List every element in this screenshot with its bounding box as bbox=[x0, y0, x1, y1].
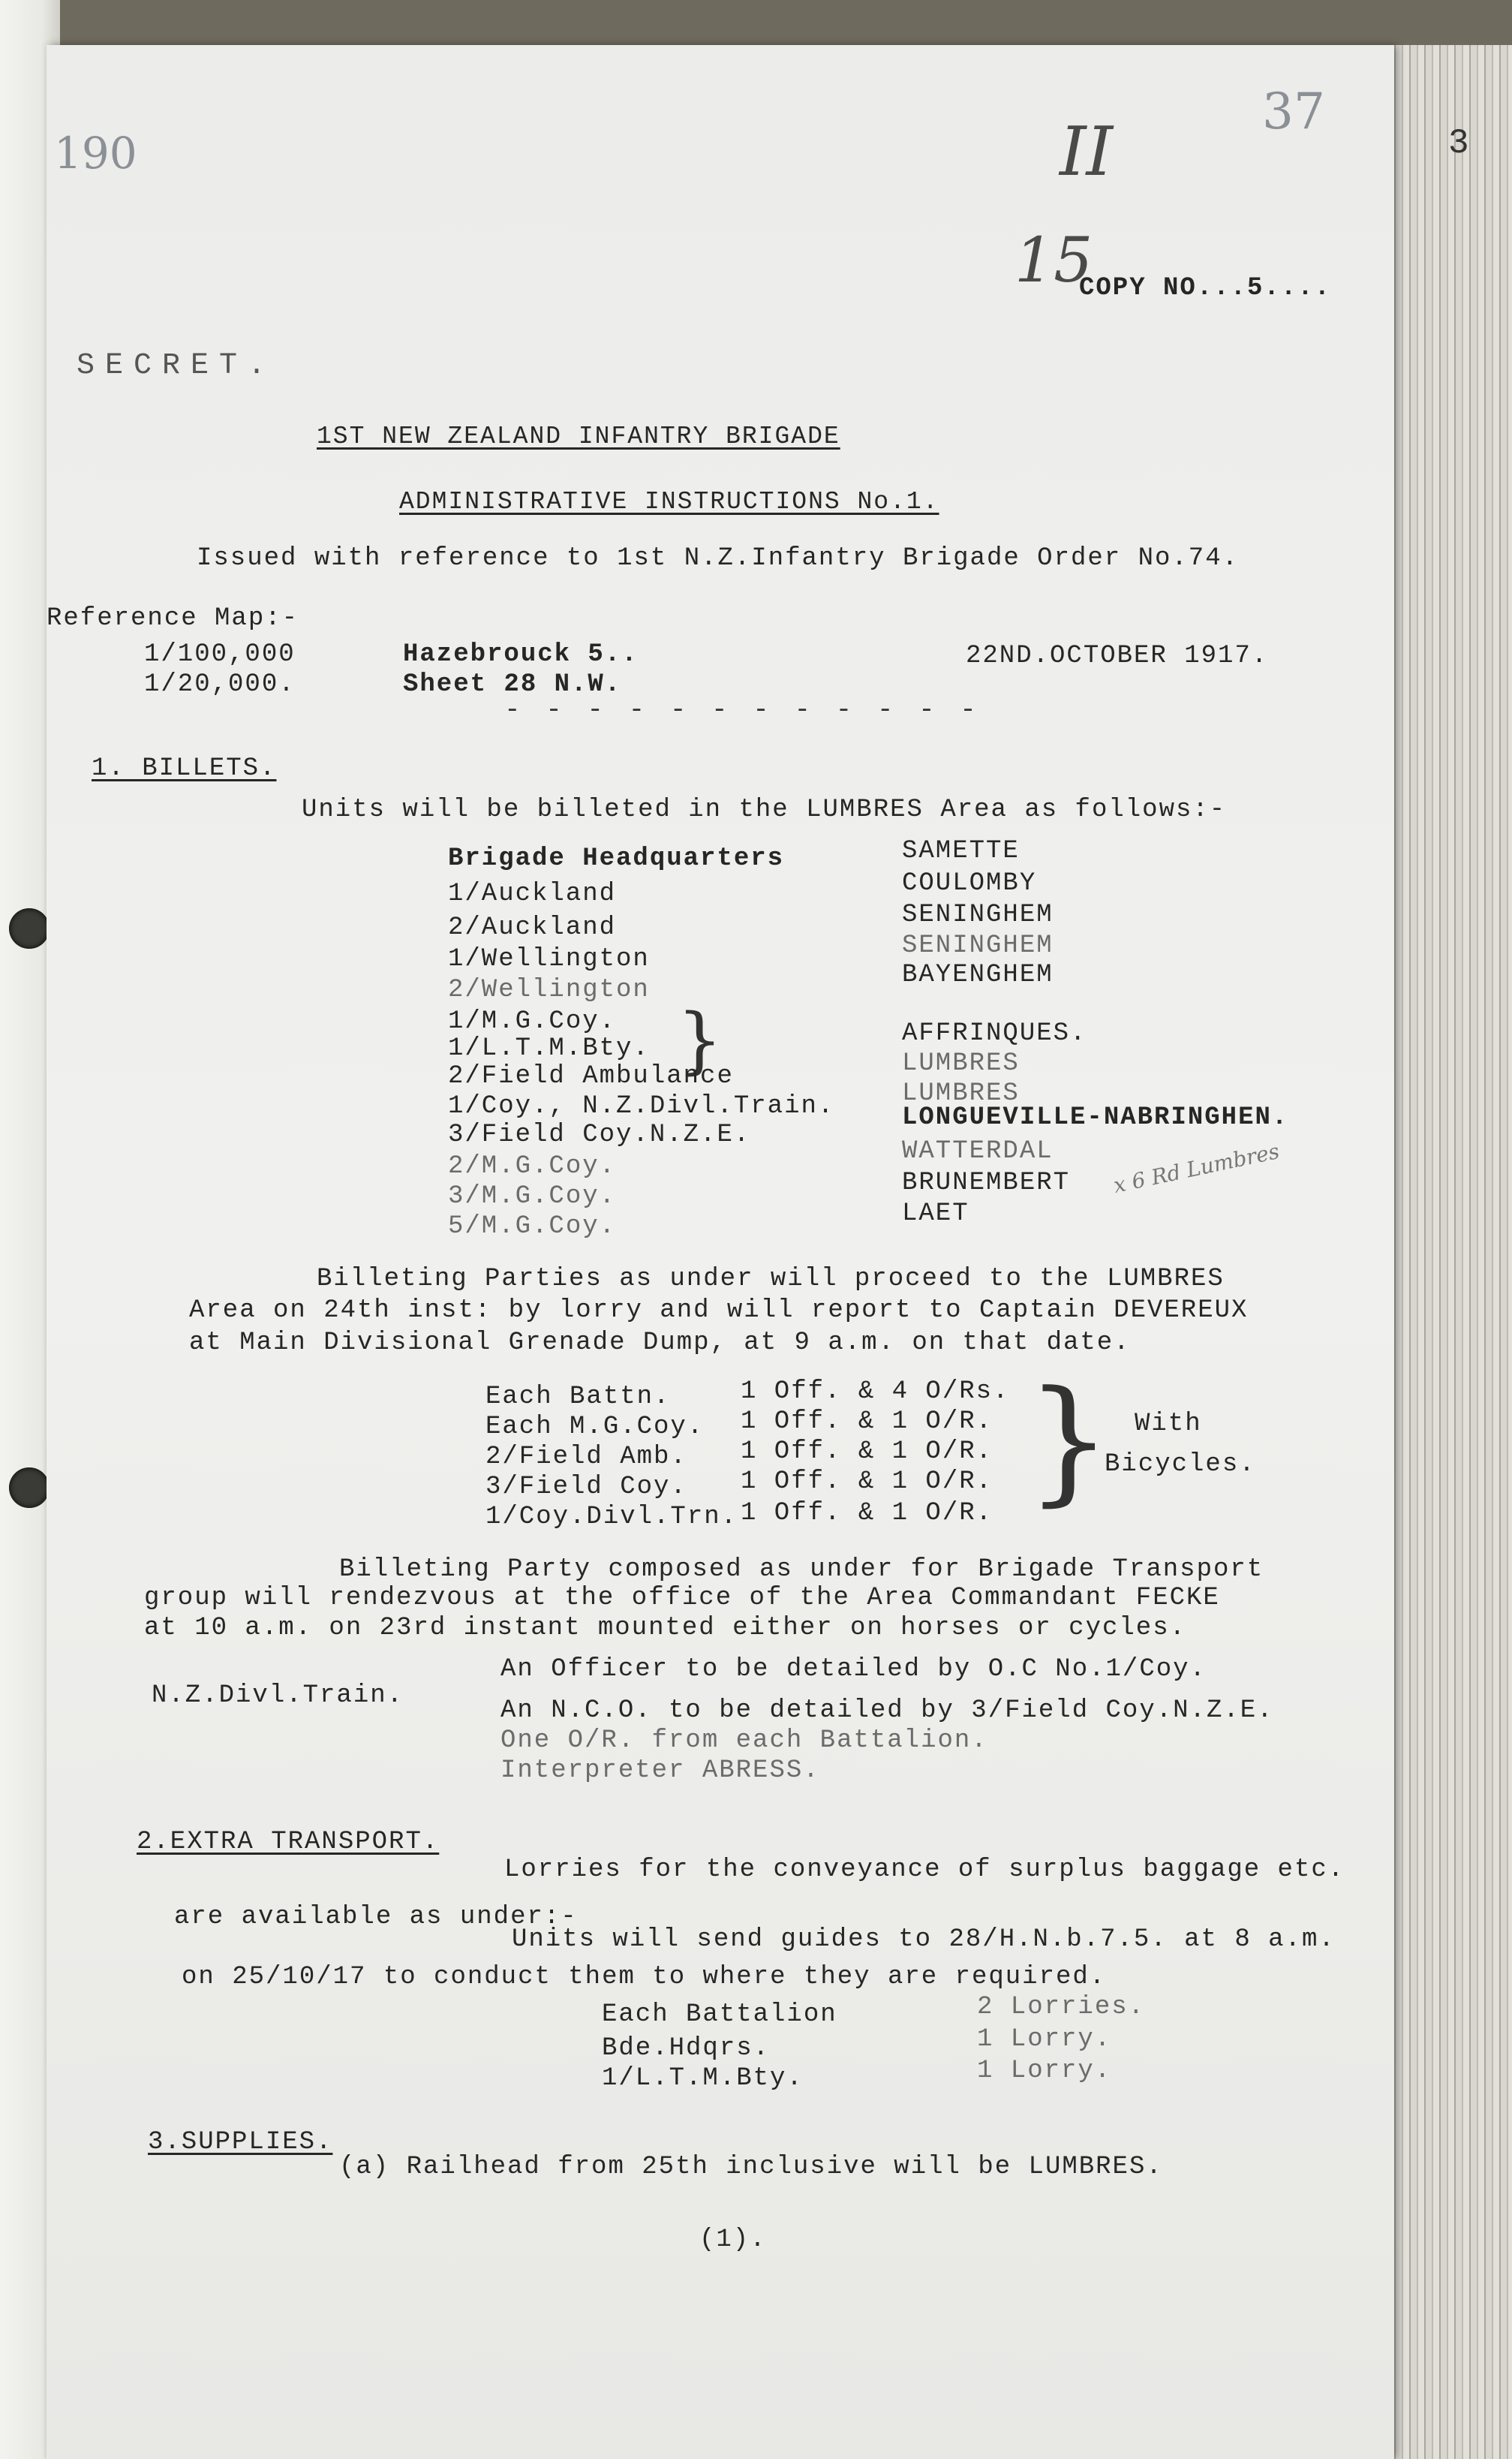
party-unit: 1/Coy.Divl.Trn. bbox=[485, 1503, 738, 1531]
section-heading-supplies: 3.SUPPLIES. bbox=[148, 2128, 333, 2157]
handwritten-copy-number: 15 bbox=[1015, 225, 1093, 296]
billets-intro: Units will be billeted in the LUMBRES Area as follows:- bbox=[302, 796, 1227, 824]
billet-unit: 2/Field Ambulance bbox=[448, 1062, 734, 1091]
billet-unit: Brigade Headquarters bbox=[448, 844, 785, 873]
billet-unit: 3/M.G.Coy. bbox=[448, 1182, 617, 1211]
billet-place: SAMETTE bbox=[902, 837, 1020, 865]
billet-unit: 5/M.G.Coy. bbox=[448, 1212, 617, 1241]
party-strength: 1 Off. & 1 O/R. bbox=[741, 1407, 993, 1436]
party-strength: 1 Off. & 4 O/Rs. bbox=[741, 1377, 1010, 1406]
roman-numeral-mark: II bbox=[1060, 113, 1114, 191]
billet-place: COULOMBY bbox=[902, 869, 1037, 898]
brace-mark: } bbox=[1026, 1362, 1112, 1519]
lorry-count: 2 Lorries. bbox=[977, 1993, 1146, 2021]
billeting-paragraph-line: at Main Divisional Grenade Dump, at 9 a.m. on that date. bbox=[189, 1329, 1131, 1357]
supplies-item-a: (a) Railhead from 25th inclusive will be LUMBRES. bbox=[339, 2153, 1163, 2181]
party-strength: 1 Off. & 1 O/R. bbox=[741, 1437, 993, 1466]
billet-unit: 1/Auckland bbox=[448, 880, 617, 908]
security-marking: SECRET. bbox=[77, 349, 277, 383]
punch-hole bbox=[9, 908, 50, 949]
party-unit: Each M.G.Coy. bbox=[485, 1413, 705, 1441]
folio-number: 37 bbox=[1262, 83, 1325, 140]
billet-unit: 1/Wellington bbox=[448, 945, 650, 974]
transport-group-label: N.Z.Divl.Train. bbox=[152, 1681, 404, 1710]
transport-paragraph-line: at 10 a.m. on 23rd instant mounted either on horses or cycles. bbox=[144, 1614, 1187, 1642]
billet-unit: 1/M.G.Coy. bbox=[448, 1007, 617, 1036]
section-heading-extra-transport: 2.EXTRA TRANSPORT. bbox=[137, 1828, 440, 1856]
billet-unit: 2/Auckland bbox=[448, 913, 617, 942]
party-unit: 3/Field Coy. bbox=[485, 1473, 687, 1501]
document-date: 22ND.OCTOBER 1917. bbox=[966, 642, 1269, 670]
separator-dashes: - - - - - - - - - - - - bbox=[504, 694, 981, 725]
billet-place: LAET bbox=[902, 1199, 969, 1228]
party-unit: Each Battn. bbox=[485, 1383, 671, 1411]
map-scale: 1/20,000. bbox=[144, 670, 296, 699]
transport-text-line: Lorries for the conveyance of surplus baggage etc. bbox=[504, 1856, 1345, 1884]
lorry-unit: 1/L.T.M.Bty. bbox=[602, 2064, 804, 2093]
transport-text-line: on 25/10/17 to conduct them to where they are required. bbox=[182, 1963, 1107, 1991]
billet-place: SENINGHEM bbox=[902, 901, 1054, 929]
reference-map-heading: Reference Map:- bbox=[47, 604, 299, 633]
lorry-count: 1 Lorry. bbox=[977, 2057, 1112, 2085]
billet-place: BRUNEMBERT bbox=[902, 1169, 1071, 1197]
punch-hole bbox=[9, 1467, 50, 1508]
billet-unit: 1/Coy., N.Z.Divl.Train. bbox=[448, 1092, 835, 1121]
party-strength: 1 Off. & 1 O/R. bbox=[741, 1467, 993, 1496]
map-scale: 1/100,000 bbox=[144, 640, 296, 669]
billet-place: BAYENGHEM bbox=[902, 961, 1054, 989]
map-name: Sheet 28 N.W. bbox=[403, 670, 622, 699]
transport-paragraph-line: group will rendezvous at the office of the Area Commandant FECKE bbox=[144, 1584, 1220, 1612]
party-strength: 1 Off. & 1 O/R. bbox=[741, 1499, 993, 1527]
billet-place: LUMBRES bbox=[902, 1049, 1020, 1078]
issued-with-reference: Issued with reference to 1st N.Z.Infantry Brigade Order No.74. bbox=[197, 544, 1240, 573]
brace-mark: } bbox=[677, 998, 723, 1082]
billet-place: LUMBRES bbox=[902, 1079, 1020, 1108]
billet-place: WATTERDAL bbox=[902, 1137, 1054, 1166]
transport-party-line: One O/R. from each Battalion. bbox=[500, 1726, 988, 1755]
billet-place: AFFRINQUES. bbox=[902, 1019, 1087, 1048]
billeting-paragraph-line: Area on 24th inst: by lorry and will report to Captain DEVEREUX bbox=[189, 1296, 1249, 1325]
transport-party-line: Interpreter ABRESS. bbox=[500, 1756, 820, 1785]
lorry-unit: Each Battalion bbox=[602, 2000, 837, 2029]
transport-paragraph-line: Billeting Party composed as under for Brigade Transport bbox=[339, 1555, 1264, 1584]
with-bicycles-label: With bbox=[1135, 1410, 1202, 1438]
handwritten-margin-note: x 6 Rd Lumbres bbox=[1111, 1138, 1282, 1199]
lorry-unit: Bde.Hdqrs. bbox=[602, 2034, 771, 2063]
transport-party-line: An Officer to be detailed by O.C No.1/Coy. bbox=[500, 1655, 1207, 1684]
billet-unit: 2/Wellington bbox=[448, 976, 650, 1004]
billeting-paragraph-line: Billeting Parties as under will proceed to the LUMBRES bbox=[317, 1265, 1225, 1293]
billet-unit: 2/M.G.Coy. bbox=[448, 1152, 617, 1181]
copy-number: COPY NO...5.... bbox=[1079, 274, 1332, 302]
section-heading-billets: 1. BILLETS. bbox=[92, 754, 277, 783]
transport-party-line: An N.C.O. to be detailed by 3/Field Coy.N.Z.E. bbox=[500, 1696, 1274, 1725]
party-unit: 2/Field Amb. bbox=[485, 1443, 687, 1471]
lorry-count: 1 Lorry. bbox=[977, 2025, 1112, 2054]
billet-place: LONGUEVILLE-NABRINGHEN. bbox=[902, 1103, 1289, 1132]
pencil-page-number: 190 bbox=[54, 128, 137, 179]
with-bicycles-label: Bicycles. bbox=[1105, 1450, 1256, 1479]
stack-tab-number: 3 bbox=[1448, 124, 1469, 163]
document-page bbox=[47, 45, 1394, 2459]
page-footer-number: (1). bbox=[699, 2226, 767, 2254]
transport-text-line: Units will send guides to 28/H.N.b.7.5. at 8 a.m. bbox=[512, 1925, 1336, 1954]
billet-place: SENINGHEM bbox=[902, 932, 1054, 960]
document-title: 1ST NEW ZEALAND INFANTRY BRIGADE bbox=[317, 423, 840, 450]
billet-unit: 1/L.T.M.Bty. bbox=[448, 1034, 650, 1063]
transport-text-line: are available as under:- bbox=[174, 1903, 578, 1931]
billet-unit: 3/Field Coy.N.Z.E. bbox=[448, 1121, 751, 1149]
map-name: Hazebrouck 5.. bbox=[403, 640, 639, 669]
document-subtitle: ADMINISTRATIVE INSTRUCTIONS No.1. bbox=[399, 488, 939, 516]
